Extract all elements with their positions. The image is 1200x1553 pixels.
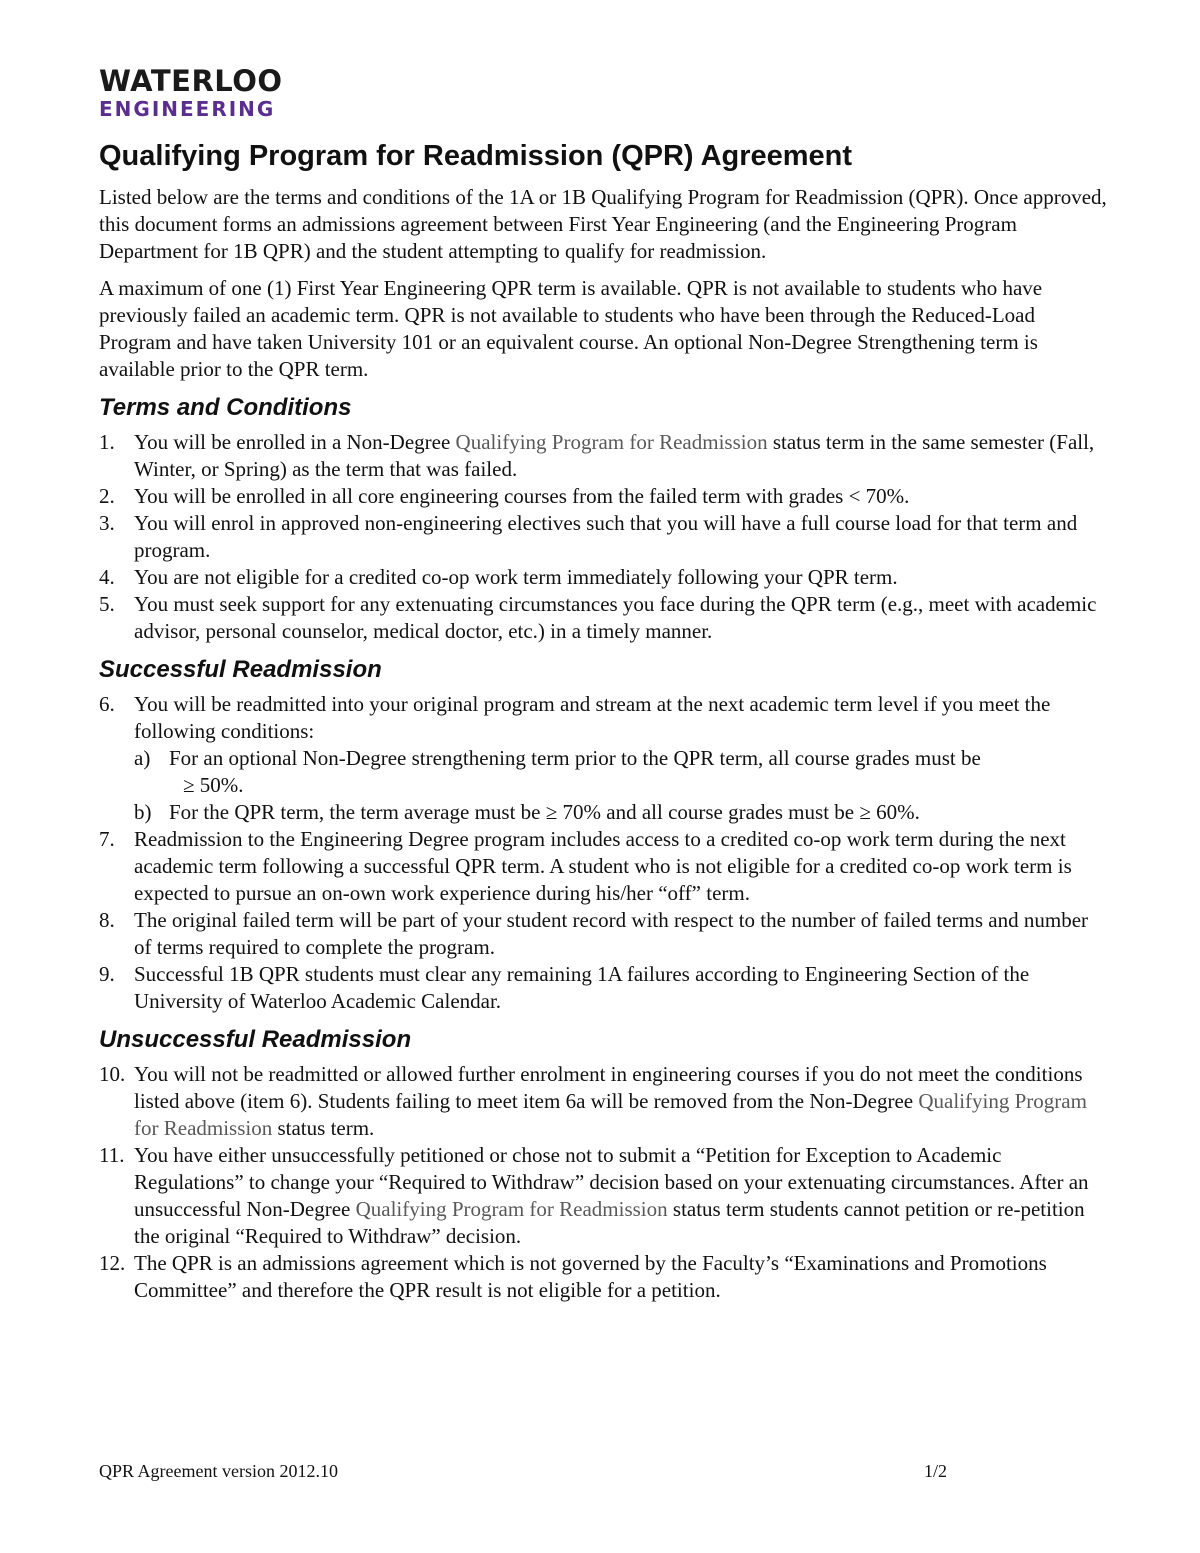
sub-item: [134, 745, 1109, 799]
list-item: [99, 483, 1109, 510]
page-number: 1/2: [923, 1461, 947, 1481]
item-number: 8.: [99, 908, 115, 932]
item-text: You will be enrolled in a Non-Degree Qualifying Program for Readmission status term in the same semester (Fall, Winter, or Spring) as the term that was failed.: [134, 430, 1095, 481]
list-item: [99, 691, 1109, 826]
successful-heading: Successful Readmission: [99, 656, 382, 683]
item-number: 9.: [99, 962, 115, 986]
sub-item-text: For an optional Non-Degree strengthening term prior to the QPR term, all course grades must be: [169, 746, 981, 770]
item-number: 7.: [99, 827, 115, 851]
sub-item-letter: a): [134, 746, 151, 770]
item-number: 5.: [99, 592, 115, 616]
list-item: [99, 1250, 1109, 1304]
unsuccessful-heading: Unsuccessful Readmission: [99, 1026, 412, 1053]
page-footer: [99, 1461, 947, 1482]
item-number: 11.: [99, 1143, 125, 1167]
successful-list: [99, 691, 1109, 1015]
list-item: [99, 826, 1109, 907]
intro-paragraph-2: A maximum of one (1) First Year Engineering QPR term is available. QPR is not available to students who have previously failed an academic term. QPR is not available to students who have been through the Reduced-Load Program and have taken University 101 or an equivalent course. An optional Non-Degree Strengthening term is available prior to the QPR term.: [99, 276, 1043, 381]
logo-waterloo: WATERLOO: [99, 64, 283, 98]
footer-version: QPR Agreement version 2012.10: [99, 1461, 338, 1481]
item-text: Successful 1B QPR students must clear any remaining 1A failures according to Engineering Section of the University of Waterloo Academic Calendar.: [134, 962, 1030, 1013]
waterloo-engineering-logo: [99, 64, 283, 121]
list-item: [99, 907, 1109, 961]
list-item: [99, 961, 1109, 1015]
terms-list: [99, 429, 1109, 645]
terms-heading: Terms and Conditions: [99, 394, 352, 421]
list-item: [99, 1061, 1109, 1142]
list-item: [99, 1142, 1109, 1250]
item-text: You are not eligible for a credited co-op work term immediately following your QPR term.: [134, 565, 898, 589]
unsuccessful-list: [99, 1061, 1109, 1304]
list-item: [99, 564, 1109, 591]
item-text: You will not be readmitted or allowed further enrolment in engineering courses if you do not meet the conditions listed above (item 6). Students failing to meet item 6a will be removed from the Non-Degree Qualifying Program for Readmission status term.: [134, 1062, 1087, 1140]
item-text: You must seek support for any extenuating circumstances you face during the QPR term (e.g., meet with academic advisor, personal counselor, medical doctor, etc.) in a timely manner.: [134, 592, 1097, 643]
item-text: You will enrol in approved non-engineering electives such that you will have a full course load for that term and program.: [134, 511, 1078, 562]
sub-item-letter: b): [134, 800, 152, 824]
qpr-link[interactable]: Qualifying Program for Readmission: [355, 1197, 668, 1221]
item-number: 10.: [99, 1062, 126, 1086]
intro-paragraph-1: Listed below are the terms and conditions of the 1A or 1B Qualifying Program for Readmission (QPR). Once approved, this document forms an admissions agreement between First Year Engineering (and the Engineering Program Department for 1B QPR) and the student attempting to qualify for readmission.: [99, 185, 1107, 263]
list-item: [99, 429, 1109, 483]
item-number: 3.: [99, 511, 115, 535]
sub-item-text: For the QPR term, the term average must be ≥ 70% and all course grades must be ≥ 60%.: [169, 800, 920, 824]
qpr-link[interactable]: Qualifying Program for Readmission: [455, 430, 768, 454]
document-body: [99, 184, 1109, 1314]
sub-item-continuation: ≥ 50%.: [183, 773, 244, 797]
item-number: 2.: [99, 484, 115, 508]
qpr-link[interactable]: Qualifying Program for Readmission: [134, 1089, 1087, 1140]
item-text: You will be enrolled in all core engineering courses from the failed term with grades < 70%.: [134, 484, 910, 508]
item-number: 12.: [99, 1251, 126, 1275]
item-text: The QPR is an admissions agreement which is not governed by the Faculty’s “Examinations and Promotions Committee” and therefore the QPR result is not eligible for a petition.: [134, 1251, 1047, 1302]
conditions-sublist: [134, 745, 1109, 826]
item-text: The original failed term will be part of your student record with respect to the number of failed terms and number of terms required to complete the program.: [134, 908, 1089, 959]
item-text: You will be readmitted into your original program and stream at the next academic term level if you meet the following conditions:: [134, 692, 1051, 743]
logo-engineering: ENGINEERING: [99, 97, 276, 121]
list-item: [99, 591, 1109, 645]
item-number: 6.: [99, 692, 115, 716]
list-item: [99, 510, 1109, 564]
page-title: Qualifying Program for Readmission (QPR) Agreement: [99, 140, 853, 172]
item-number: 4.: [99, 565, 115, 589]
item-text: Readmission to the Engineering Degree program includes access to a credited co-op work term during the next academic term following a successful QPR term. A student who is not eligible for a credited co-op work term is expected to pursue an on-own work experience during his/her “off” term.: [134, 827, 1072, 905]
sub-item: [134, 799, 1109, 826]
item-text: You have either unsuccessfully petitioned or chose not to submit a “Petition for Exception to Academic Regulations” to change your “Required to Withdraw” decision based on your extenuating circumstances. After an unsuccessful Non-Degree Qualifying Program for Readmission status term students cannot petition or re-petition the original “Required to Withdraw” decision.: [134, 1143, 1089, 1248]
item-number: 1.: [99, 430, 115, 454]
